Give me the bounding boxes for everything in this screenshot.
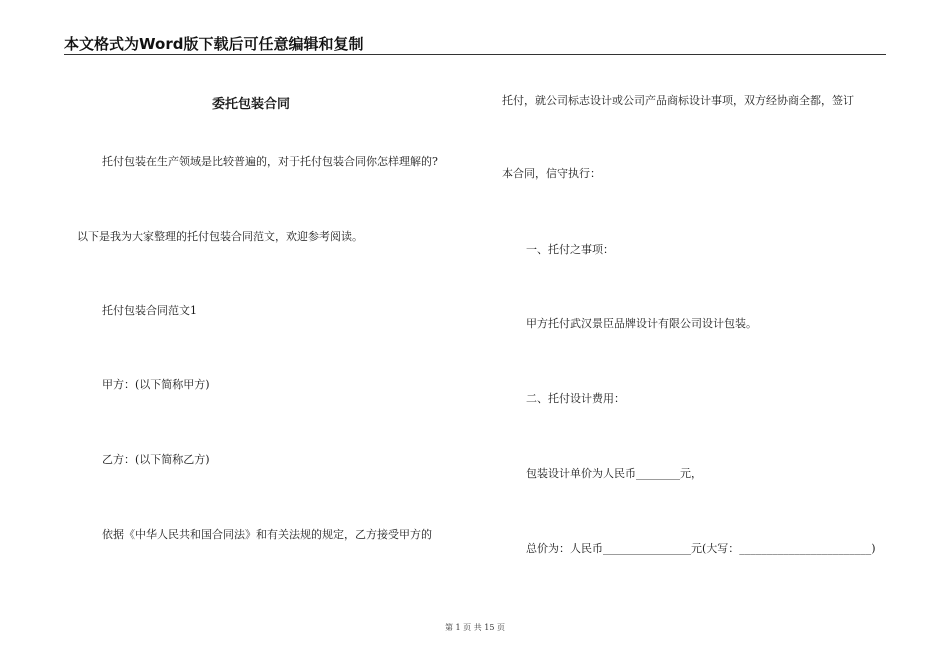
- paragraph-intro: 托付包装在生产领域是比较普遍的，对于托付包装合同你怎样理解的?: [102, 155, 438, 168]
- paragraph-contract-execution: 本合同，信守执行：: [502, 167, 601, 180]
- paragraph-commission-detail: 甲方托付武汉景臣品牌设计有限公司设计包装。: [526, 317, 757, 330]
- document-title: 委托包装合同: [212, 97, 291, 112]
- paragraph-party-a: 甲方：(以下简称甲方): [102, 378, 210, 391]
- document-header: 本文格式为Word版下载后可任意编辑和复制: [64, 35, 364, 53]
- paragraph-party-b: 乙方：(以下简称乙方): [102, 453, 210, 466]
- paragraph-reference: 以下是我为大家整理的托付包装合同范文，欢迎参考阅读。: [77, 230, 363, 243]
- paragraph-commission: 托付，就公司标志设计或公司产品商标设计事项，双方经协商全都，签订: [502, 94, 854, 107]
- paragraph-legal-basis: 依据《中华人民共和国合同法》和有关法规的规定，乙方接受甲方的: [102, 528, 432, 541]
- page-number: 第 1 页 共 15 页: [445, 623, 505, 632]
- section-design-fees: 二、托付设计费用：: [526, 392, 625, 405]
- paragraph-total-price: 总价为：人民币________________元(大写：________________________): [526, 542, 876, 555]
- paragraph-sample-heading: 托付包装合同范文1: [102, 304, 197, 317]
- header-divider: [64, 54, 886, 55]
- section-commission-matters: 一、托付之事项：: [526, 243, 614, 256]
- paragraph-unit-price: 包装设计单价为人民币________元，: [526, 467, 702, 480]
